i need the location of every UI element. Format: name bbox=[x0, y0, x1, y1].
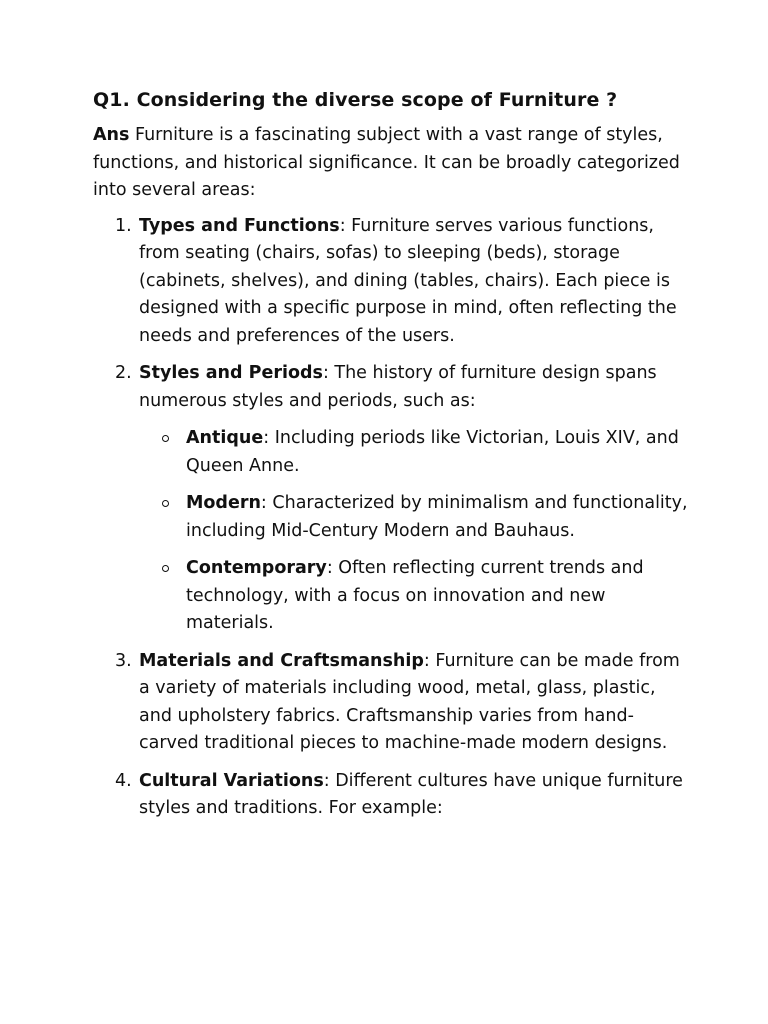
item-term: Types and Functions bbox=[139, 215, 340, 236]
hollow-bullet-icon bbox=[162, 565, 169, 572]
sub-item-text: : Often reflecting current trends and technology, with a focus on innovation and new materials. bbox=[186, 558, 644, 633]
sub-item-term: Modern bbox=[186, 493, 261, 513]
sub-item-antique bbox=[139, 425, 693, 480]
answer-paragraph bbox=[93, 122, 693, 205]
list-item-cultural-variations bbox=[93, 768, 693, 823]
list-number: 3. bbox=[115, 650, 132, 671]
styles-sub-list bbox=[139, 425, 693, 638]
item-term: Styles and Periods bbox=[139, 363, 323, 383]
sub-item-contemporary bbox=[139, 555, 693, 638]
sub-item-term: Contemporary bbox=[186, 558, 327, 578]
item-text: : The history of furniture design spans numerous styles and periods, such as: bbox=[139, 363, 657, 411]
item-text: : Different cultures have unique furniture styles and traditions. For example: bbox=[139, 770, 683, 818]
list-item-types-and-functions bbox=[93, 213, 693, 351]
sub-item-text: : Characterized by minimalism and functionality, including Mid-Century Modern and Bauhaus. bbox=[186, 493, 688, 541]
list-item-materials-and-craftsmanship bbox=[93, 648, 693, 758]
item-text: : Furniture can be made from a variety of materials including wood, metal, glass, plastic, and upholstery fabrics. Craftsmanship varies from hand-carved traditional pieces to machine-made modern designs. bbox=[139, 650, 680, 753]
list-number: 4. bbox=[115, 770, 132, 791]
sub-item-term: Antique bbox=[186, 428, 264, 448]
sub-item-text: : Including periods like Victorian, Louis XIV, and Queen Anne. bbox=[186, 428, 679, 476]
list-item-styles-and-periods bbox=[93, 360, 693, 638]
answer-label: Ans bbox=[93, 125, 130, 145]
category-list bbox=[93, 213, 693, 823]
item-term: Materials and Craftsmanship bbox=[139, 650, 424, 671]
question-heading: Q1. Considering the diverse scope of Furniture ? bbox=[93, 89, 618, 111]
list-number: 2. bbox=[115, 363, 132, 383]
list-number: 1. bbox=[115, 215, 132, 236]
item-term: Cultural Variations bbox=[139, 770, 324, 791]
document-page bbox=[93, 86, 693, 833]
item-text: : Furniture serves various functions, from seating (chairs, sofas) to sleeping (beds), storage (cabinets, shelves), and dining (tables, chairs). Each piece is designed with a specific purpose in mind, often reflecting the needs and preferences of the users. bbox=[139, 215, 677, 346]
hollow-bullet-icon bbox=[162, 435, 169, 442]
hollow-bullet-icon bbox=[162, 500, 169, 507]
sub-item-modern bbox=[139, 490, 693, 545]
answer-text: Furniture is a fascinating subject with a vast range of styles, functions, and historical significance. It can be broadly categorized into several areas: bbox=[93, 125, 680, 200]
